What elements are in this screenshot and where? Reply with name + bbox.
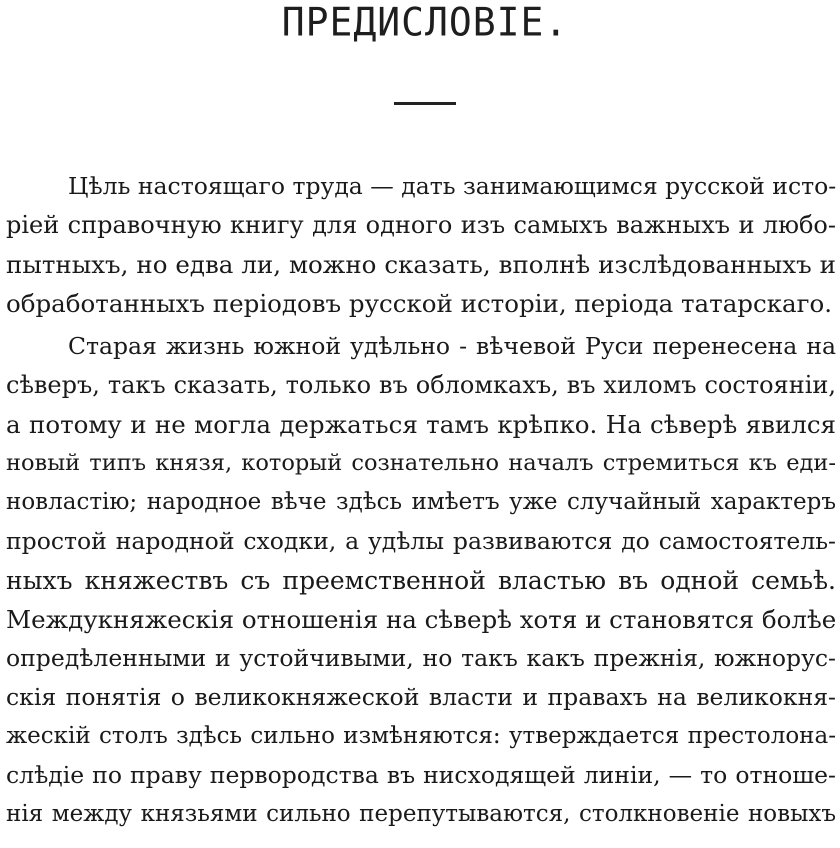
text-line: обработанныхъ періодовъ русской исторіи, періода татарскаго. [6, 289, 833, 318]
text-line: Цѣль настоящаго труда — дать занимающимся русской исто- [68, 172, 837, 200]
text-line: новластію; народное вѣче здѣсь имѣетъ уже случайный характеръ [6, 489, 836, 515]
text-line: опредѣленными и устойчивыми, но такъ какъ прежнія, южнорус- [6, 644, 836, 672]
preface-body [6, 167, 836, 834]
text-line: а потому и не могла держаться тамъ крѣпко. На сѣверѣ явился [6, 410, 836, 439]
text-line: простой народной сходки, а удѣлы развиваются до самостоятель- [6, 527, 836, 555]
text-line: скія понятія о великокняжеской власти и правахъ на великокня- [6, 683, 836, 711]
text-line: слѣдіе по праву первородства въ нисходящей линіи, — то отноше- [6, 761, 836, 789]
text-line: новый типъ князя, который сознательно началъ стремиться къ еди- [6, 450, 836, 476]
text-line: сѣверъ, такъ сказать, только въ обломкахъ, въ хиломъ состояніи, [6, 371, 836, 399]
text-line: пытныхъ, но едва ли, можно сказать, вполнѣ изслѣдованныхъ и [6, 250, 836, 279]
text-line: ныхъ княжествъ съ преемственной властью въ одной семьѣ. [6, 566, 836, 595]
text-line: Старая жизнь южной удѣльно - вѣчевой Руси перенесена на [68, 332, 836, 360]
text-line: нія между князьями сильно перепутываются, столкновеніе новыхъ [6, 801, 836, 827]
text-line: жескій столъ здѣсь сильно измѣняются: утверждается престолона- [6, 723, 836, 749]
text-line: ріей справочную книгу для одного изъ самыхъ важныхъ и любо- [6, 211, 836, 239]
paragraph-2 [6, 327, 836, 834]
text-line: Междукняжескія отношенія на сѣверѣ хотя и становятся болѣе [6, 605, 837, 634]
title-divider [394, 102, 456, 105]
paragraph-1 [6, 167, 836, 323]
page-title: ПРЕДИСЛОВІЕ. [281, 0, 569, 45]
